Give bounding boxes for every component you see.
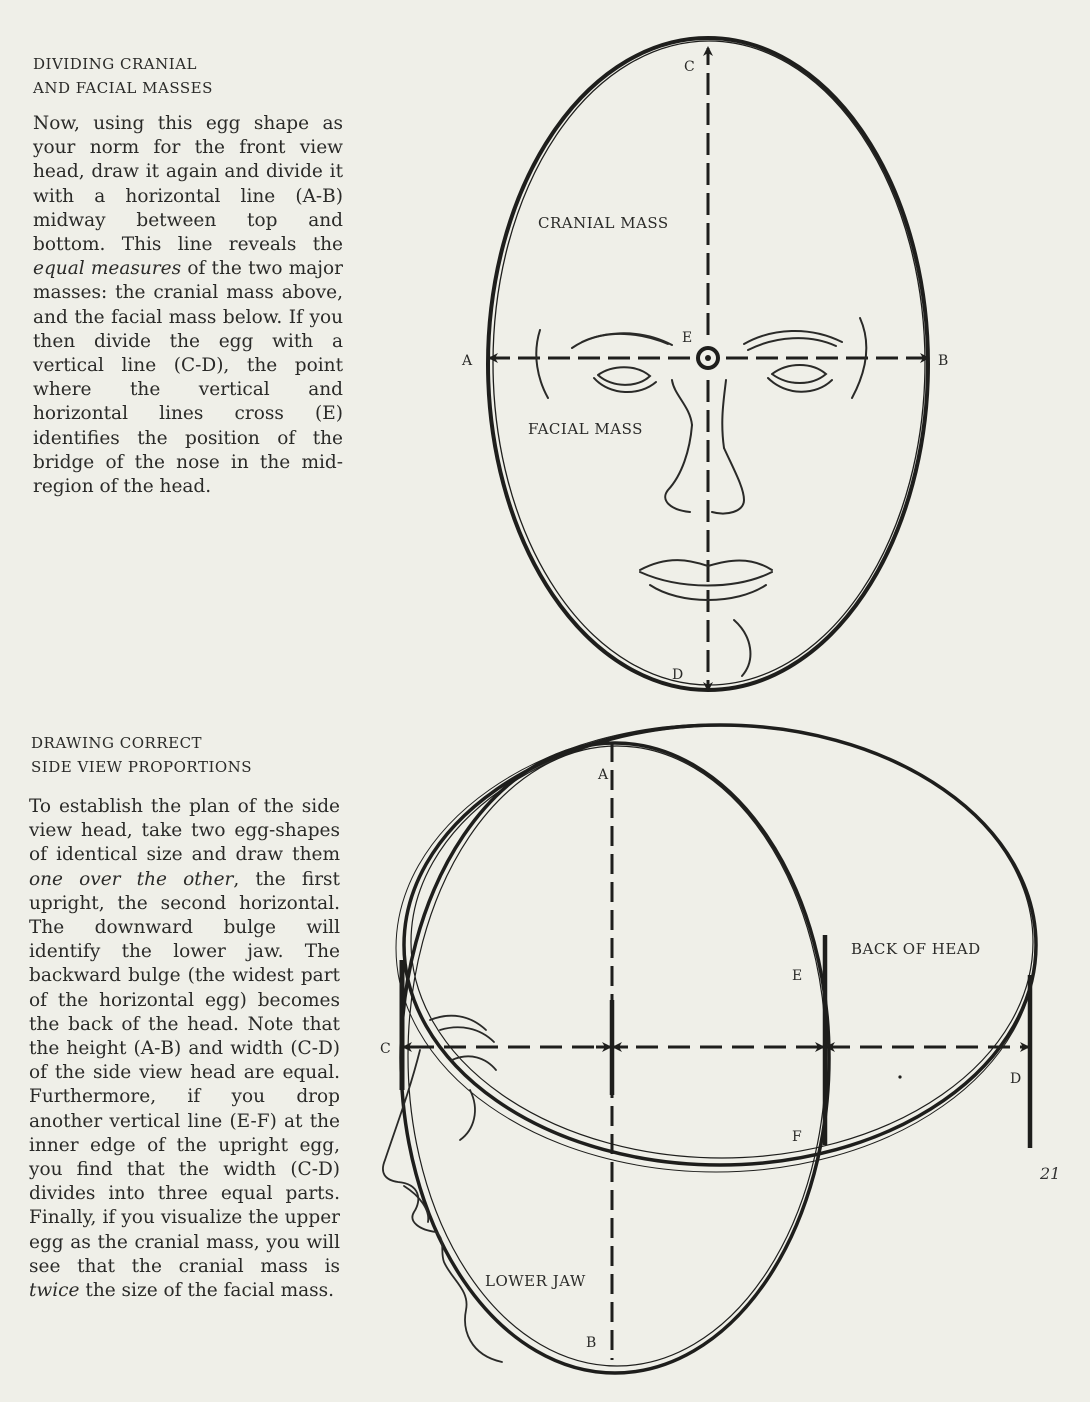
body-text: To establish the plan of the side view head, take two egg-shapes of identical size and draw them bbox=[29, 796, 340, 866]
heading-line: AND FACIAL MASSES bbox=[33, 79, 213, 97]
body-emphasis: one over the other bbox=[29, 868, 234, 890]
label-b: B bbox=[586, 1335, 597, 1351]
heading-line: DIVIDING CRANIAL bbox=[33, 55, 197, 73]
label-d: D bbox=[1010, 1071, 1022, 1087]
body-text: Now, using this egg shape as your norm for the front view head, draw it again and divide it with a horizontal line (A-B) midway between top and bottom. This line reveals the bbox=[33, 113, 343, 256]
label-d: D bbox=[672, 667, 684, 683]
label-b: B bbox=[938, 353, 949, 369]
label-lower-jaw: LOWER JAW bbox=[485, 1272, 586, 1290]
heading-line: SIDE VIEW PROPORTIONS bbox=[31, 758, 253, 776]
body-text: , the first upright, the second horizontal. The downward bulge will identify the lower jaw. The backward bulge (the widest part of the horizontal egg) becomes the back of the head. Note that the height (A-B) and width (C-D) of the side view head are equal. Furthermore, if you drop another vertical line (E-F) at the inner edge of the upright egg, you find that the width (C-D) divides into three equal parts. Finally, if you visualize the upper egg as the cranial mass, you will see that the cranial mass is bbox=[29, 868, 340, 1277]
body-text: the size of the facial mass. bbox=[79, 1280, 335, 1302]
body-emphasis: equal measures bbox=[33, 258, 182, 280]
heading-line: DRAWING CORRECT bbox=[31, 734, 203, 752]
label-e: E bbox=[682, 330, 693, 346]
page-number: 21 bbox=[1040, 1164, 1061, 1183]
label-a: A bbox=[598, 767, 609, 783]
body-text: of the two major masses: the cranial mass above, and the facial mass below. If you then divide the egg with a vertical line (C-D), the point where the vertical and horizontal lines cross (E) identifies the position of the bridge of the nose in the mid-region of the head. bbox=[33, 258, 343, 498]
label-c: C bbox=[380, 1041, 391, 1057]
label-a: A bbox=[462, 353, 473, 369]
label-facial-mass: FACIAL MASS bbox=[528, 420, 643, 438]
body-emphasis: twice bbox=[29, 1280, 80, 1302]
upright-egg-outline bbox=[401, 743, 829, 1373]
label-c: C bbox=[684, 59, 695, 75]
label-back-of-head: BACK OF HEAD bbox=[851, 940, 981, 958]
label-f: F bbox=[792, 1129, 802, 1145]
label-cranial-mass: CRANIAL MASS bbox=[538, 214, 669, 232]
label-e: E bbox=[792, 968, 803, 984]
reference-dot bbox=[898, 1075, 901, 1078]
